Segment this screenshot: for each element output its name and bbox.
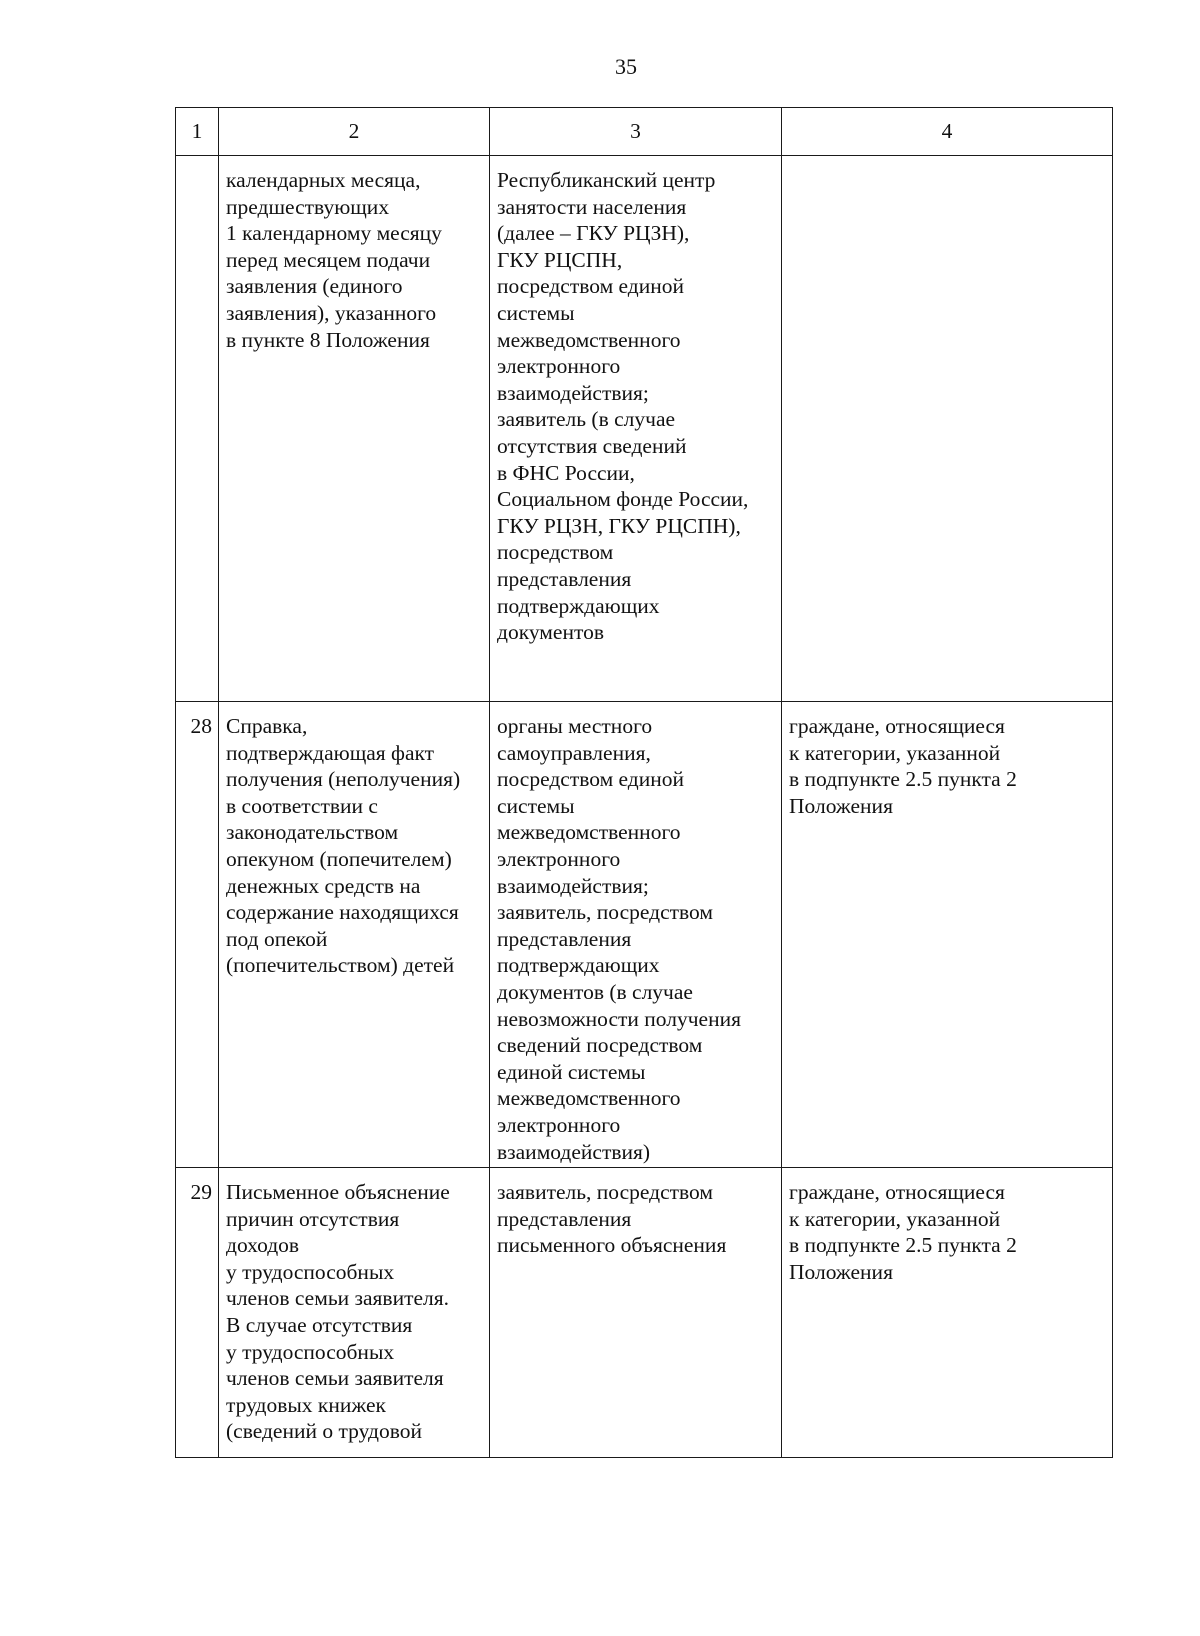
row-number: 28 bbox=[176, 702, 219, 1168]
document-name-cell: Справка, подтверждающая факт получения (неполучения) в соответствии с законодательством опекуном (попечителем) денежных средств на содержание находящихся под опекой (попечительством) детей bbox=[219, 702, 490, 1168]
table-row bbox=[176, 702, 1113, 1168]
column-header-4: 4 bbox=[782, 108, 1113, 156]
page-number: 35 bbox=[615, 54, 637, 79]
applicants-cell bbox=[782, 156, 1113, 702]
document-name-cell: календарных месяца, предшествующих 1 календарному месяцу перед месяцем подачи заявления (единого заявления), указанного в пункте 8 Положения bbox=[219, 156, 490, 702]
column-header-2: 2 bbox=[219, 108, 490, 156]
table-row bbox=[176, 1168, 1113, 1458]
column-header-1: 1 bbox=[176, 108, 219, 156]
source-cell: органы местного самоуправления, посредством единой системы межведомственного электронного взаимодействия; заявитель, посредством представления подтверждающих документов (в случае невозможности получения сведений посредством единой системы межведомственного электронного взаимодействия) bbox=[490, 702, 782, 1168]
row-number bbox=[176, 156, 219, 702]
applicants-cell: граждане, относящиеся к категории, указанной в подпункте 2.5 пункта 2 Положения bbox=[782, 1168, 1113, 1458]
requirements-table bbox=[175, 107, 1113, 1458]
row-number: 29 bbox=[176, 1168, 219, 1458]
document-name-cell: Письменное объяснение причин отсутствия доходов у трудоспособных членов семьи заявителя. В случае отсутствия у трудоспособных членов семьи заявителя трудовых книжек (сведений о трудовой bbox=[219, 1168, 490, 1458]
applicants-cell: граждане, относящиеся к категории, указанной в подпункте 2.5 пункта 2 Положения bbox=[782, 702, 1113, 1168]
table-row bbox=[176, 156, 1113, 702]
table-header-row bbox=[176, 108, 1113, 156]
column-header-3: 3 bbox=[490, 108, 782, 156]
source-cell: заявитель, посредством представления письменного объяснения bbox=[490, 1168, 782, 1458]
source-cell: Республиканский центр занятости населения (далее – ГКУ РЦЗН), ГКУ РЦСПН, посредством единой системы межведомственного электронного взаимодействия; заявитель (в случае отсутствия сведений в ФНС России, Социальном фонде России, ГКУ РЦЗН, ГКУ РЦСПН), посредством представления подтверждающих документов bbox=[490, 156, 782, 702]
